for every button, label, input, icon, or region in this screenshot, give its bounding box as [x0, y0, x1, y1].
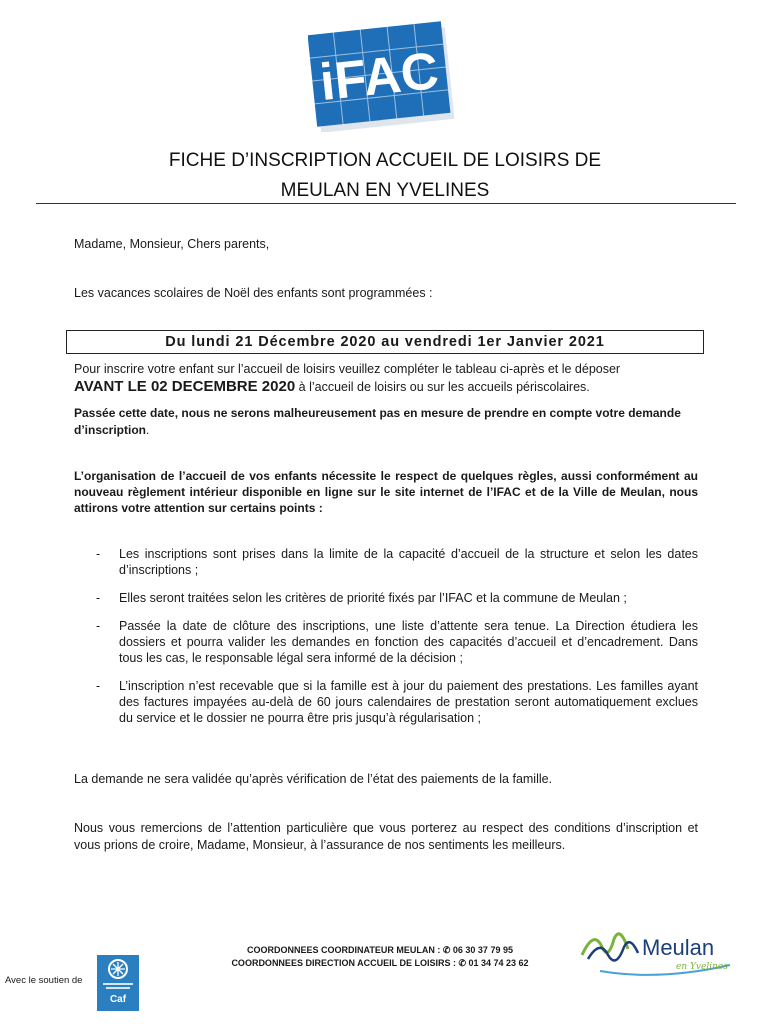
rule-text: Les inscriptions sont prises dans la limite de la capacité d’accueil de la structure et selon les dates d’inscriptions ; [119, 547, 698, 577]
rule-text: Passée la date de clôture des inscriptions, une liste d’attente sera tenue. La Direction étudiera les dossiers et pourra valider les demandes en fonction des capacités d’accueil et d’encadrement. Dans tous les cas, le responsable légal sera informé de la décision ; [119, 619, 698, 665]
list-dash: - [96, 679, 101, 693]
ifac-logo-icon [308, 12, 458, 132]
svg-text:iFAC: iFAC [317, 41, 442, 113]
list-item [96, 618, 698, 666]
rules-list [96, 546, 698, 738]
list-item [96, 678, 698, 726]
caf-logo [97, 955, 139, 1011]
title-divider [36, 203, 736, 204]
ifac-logo [308, 12, 458, 132]
closing-paragraph: Nous vous remercions de l’attention particulière que vous porterez au respect des conditions d’inscription et vous prions de croire, Madame, Monsieur, à l’assurance de nos sentiments les meilleurs. [74, 821, 698, 852]
meulan-logo-icon [580, 925, 750, 980]
validation-note: La demande ne sera validée qu’après vérification de l’état des paiements de la famille. [74, 772, 553, 786]
list-item [96, 546, 698, 578]
inscription-line-1: Pour inscrire votre enfant sur l’accueil de loisirs veuillez compléter le tableau ci-après et le déposer [74, 362, 621, 376]
support-label: Avec le soutien de [5, 975, 83, 986]
organisation-paragraph: L’organisation de l’accueil de vos enfants nécessite le respect de quelques règles, aussi conformément au nouveau règlement intérieur disponible en ligne sur le site internet de l’IFAC et de la Ville de Meulan, nous attirons votre attention sur certains points : [74, 469, 698, 515]
title-line-2: MEULAN EN YVELINES [280, 180, 490, 201]
inscription-line-2 [74, 378, 698, 396]
svg-text:Caf: Caf [109, 994, 127, 1005]
contact-coordinates [150, 944, 610, 970]
coordinator-phone: COORDONNEES COORDINATEUR MEULAN : ✆ 06 30 37 79 95 [247, 945, 513, 955]
title-line-1: FICHE D’INSCRIPTION ACCUEIL DE LOISIRS DE [168, 150, 602, 171]
deadline-date: AVANT LE 02 DECEMBRE 2020 [74, 378, 296, 395]
svg-text:Meulan: Meulan [642, 935, 715, 960]
inscription-instructions [74, 361, 698, 396]
list-dash: - [96, 591, 101, 605]
direction-phone: COORDONNEES DIRECTION ACCUEIL DE LOISIRS : ✆ 01 34 74 23 62 [231, 958, 529, 968]
deadline-warning-end: . [146, 423, 150, 437]
vacation-intro: Les vacances scolaires de Noël des enfants sont programmées : [74, 286, 433, 300]
meulan-logo [580, 925, 750, 980]
deadline-warning-text: Passée cette date, nous ne serons malheureusement pas en mesure de prendre en compte votre demande d’inscription [74, 406, 681, 437]
inscription-line-2-rest: à l’accueil de loisirs ou sur les accueils périscolaires. [295, 380, 590, 394]
page-title [0, 146, 770, 206]
date-range-box: Du lundi 21 Décembre 2020 au vendredi 1er Janvier 2021 [66, 330, 704, 354]
greeting: Madame, Monsieur, Chers parents, [74, 237, 270, 251]
list-dash: - [96, 619, 101, 633]
svg-text:en Yvelines: en Yvelines [676, 962, 728, 972]
caf-logo-icon [97, 955, 139, 1011]
list-item [96, 590, 698, 606]
list-dash: - [96, 547, 101, 561]
rule-text: Elles seront traitées selon les critères de priorité fixés par l’IFAC et la commune de Meulan ; [119, 591, 627, 605]
rule-text: L’inscription n’est recevable que si la famille est à jour du paiement des prestations. Les familles ayant des factures impayées au-delà de 60 jours calendaires de prestation seront automatiquement exclues du service et le dossier ne pourra être pris jusqu’à régularisation ; [119, 679, 698, 725]
deadline-warning [74, 405, 698, 439]
